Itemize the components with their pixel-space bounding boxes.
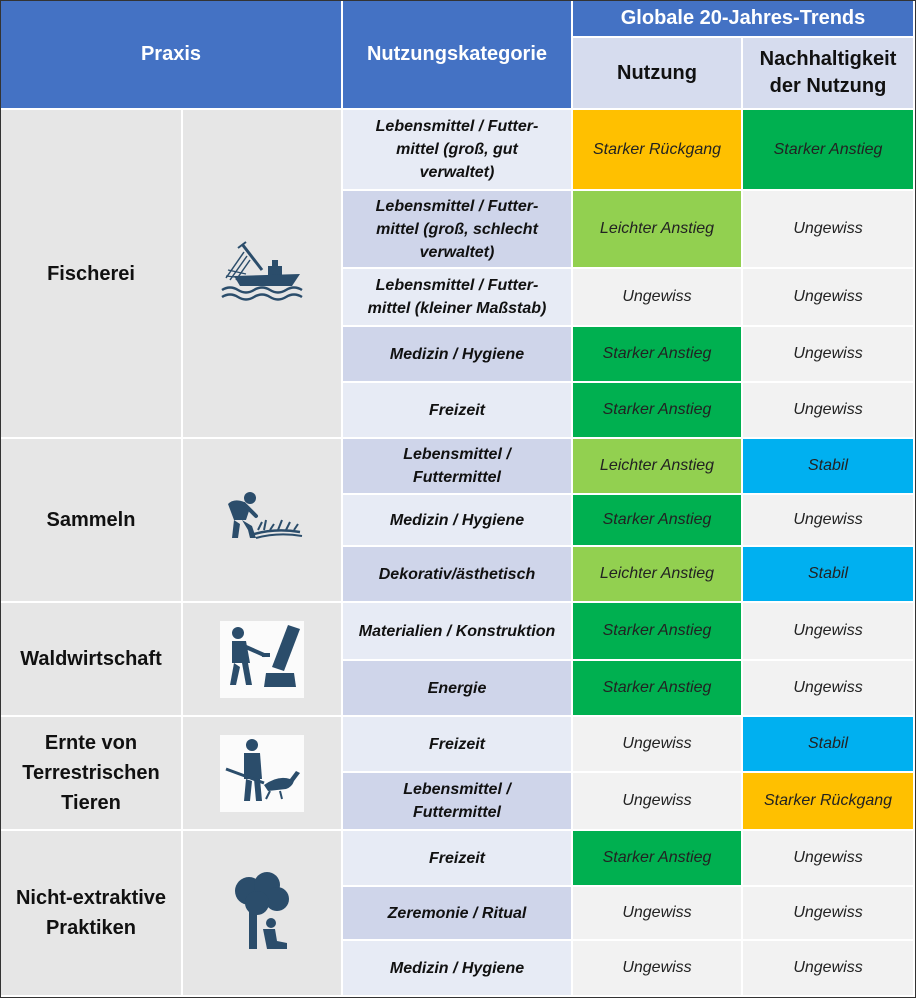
sustainability-trend-cell: Ungewiss	[743, 831, 915, 887]
table-body	[1, 110, 915, 997]
hunter-icon-wrapper	[220, 735, 304, 812]
praxis-fischerei: Fischerei	[1, 110, 183, 439]
sustainability-trend-cell: Ungewiss	[743, 327, 915, 383]
sustainability-trend-cell: Stabil	[743, 439, 915, 495]
category-cell: Lebensmittel / Futtermittel	[343, 439, 573, 495]
table-row	[1, 717, 915, 773]
table-row	[1, 603, 915, 661]
praxis-icon-cell	[183, 110, 343, 439]
category-cell: Dekorativ/ästhetisch	[343, 547, 573, 603]
sustainability-trend-cell: Stabil	[743, 547, 915, 603]
sustainability-trend-cell: Ungewiss	[743, 887, 915, 941]
sustainability-trend-cell: Ungewiss	[743, 269, 915, 327]
table-row	[1, 831, 915, 887]
praxis-ernte-von-terrestrischen-tieren: Ernte von Terrestrischen Tieren	[1, 717, 183, 831]
sustainability-trend-cell: Starker Rückgang	[743, 773, 915, 831]
use-trend-cell: Starker Anstieg	[573, 327, 743, 383]
sustainability-trend-cell: Ungewiss	[743, 941, 915, 997]
use-trend-cell: Starker Anstieg	[573, 831, 743, 887]
gatherer-icon-wrapper	[220, 490, 304, 551]
category-cell: Medizin / Hygiene	[343, 941, 573, 997]
category-cell: Lebensmittel / Futter-mittel (groß, schlecht verwaltet)	[343, 191, 573, 269]
use-trend-cell: Leichter Anstieg	[573, 439, 743, 495]
praxis-nicht-extraktive-praktiken: Nicht-extraktive Praktiken	[1, 831, 183, 997]
person-under-tree-icon-wrapper	[227, 871, 297, 956]
header-trends: Globale 20-Jahres-Trends	[573, 1, 915, 38]
category-cell: Zeremonie / Ritual	[343, 887, 573, 941]
header-use: Nutzung	[573, 38, 743, 110]
category-cell: Materialien / Konstruktion	[343, 603, 573, 661]
praxis-icon-cell	[183, 603, 343, 717]
fishing-boat-icon	[220, 240, 304, 302]
category-cell: Energie	[343, 661, 573, 717]
use-trend-cell: Leichter Anstieg	[573, 547, 743, 603]
use-trend-cell: Starker Anstieg	[573, 383, 743, 439]
use-trend-cell: Starker Rückgang	[573, 110, 743, 191]
sustainability-trend-cell: Ungewiss	[743, 191, 915, 269]
praxis-waldwirtschaft: Waldwirtschaft	[1, 603, 183, 717]
header-praxis: Praxis	[1, 1, 343, 110]
category-cell: Freizeit	[343, 717, 573, 773]
use-trend-cell: Starker Anstieg	[573, 495, 743, 547]
category-cell: Lebensmittel / Futter-mittel (groß, gut verwaltet)	[343, 110, 573, 191]
praxis-icon-cell	[183, 717, 343, 831]
sustainability-trend-cell: Ungewiss	[743, 661, 915, 717]
praxis-icon-cell	[183, 439, 343, 603]
use-trend-cell: Ungewiss	[573, 941, 743, 997]
sustainability-trend-cell: Stabil	[743, 717, 915, 773]
category-cell: Lebensmittel / Futtermittel	[343, 773, 573, 831]
person-under-tree-icon	[227, 871, 297, 951]
table-row	[1, 110, 915, 191]
category-cell: Freizeit	[343, 831, 573, 887]
use-trend-cell: Ungewiss	[573, 269, 743, 327]
sustainability-trend-cell: Ungewiss	[743, 495, 915, 547]
header-sustainability	[743, 38, 915, 110]
fishing-boat-icon-wrapper	[220, 240, 304, 307]
use-trend-cell: Starker Anstieg	[573, 661, 743, 717]
header-sustainability-line1: Nachhaltigkeit	[759, 48, 897, 70]
category-cell: Medizin / Hygiene	[343, 495, 573, 547]
trends-table	[1, 1, 915, 997]
gatherer-icon	[220, 490, 304, 546]
category-cell: Lebensmittel / Futter-mittel (kleiner Maßstab)	[343, 269, 573, 327]
header-category: Nutzungskategorie	[343, 1, 573, 110]
praxis-sammeln: Sammeln	[1, 439, 183, 603]
hunter-icon	[220, 735, 304, 807]
use-trend-cell: Ungewiss	[573, 773, 743, 831]
use-trend-cell: Ungewiss	[573, 717, 743, 773]
category-cell: Medizin / Hygiene	[343, 327, 573, 383]
table-row	[1, 439, 915, 495]
lumberjack-icon-wrapper	[220, 621, 304, 698]
sustainability-trend-cell: Starker Anstieg	[743, 110, 915, 191]
header-sustainability-line2: der Nutzung	[769, 75, 887, 97]
lumberjack-icon	[220, 621, 304, 693]
category-cell: Freizeit	[343, 383, 573, 439]
sustainability-trend-cell: Ungewiss	[743, 603, 915, 661]
use-trend-cell: Starker Anstieg	[573, 603, 743, 661]
use-trend-cell: Ungewiss	[573, 887, 743, 941]
use-trend-cell: Leichter Anstieg	[573, 191, 743, 269]
sustainability-trend-cell: Ungewiss	[743, 383, 915, 439]
praxis-icon-cell	[183, 831, 343, 997]
